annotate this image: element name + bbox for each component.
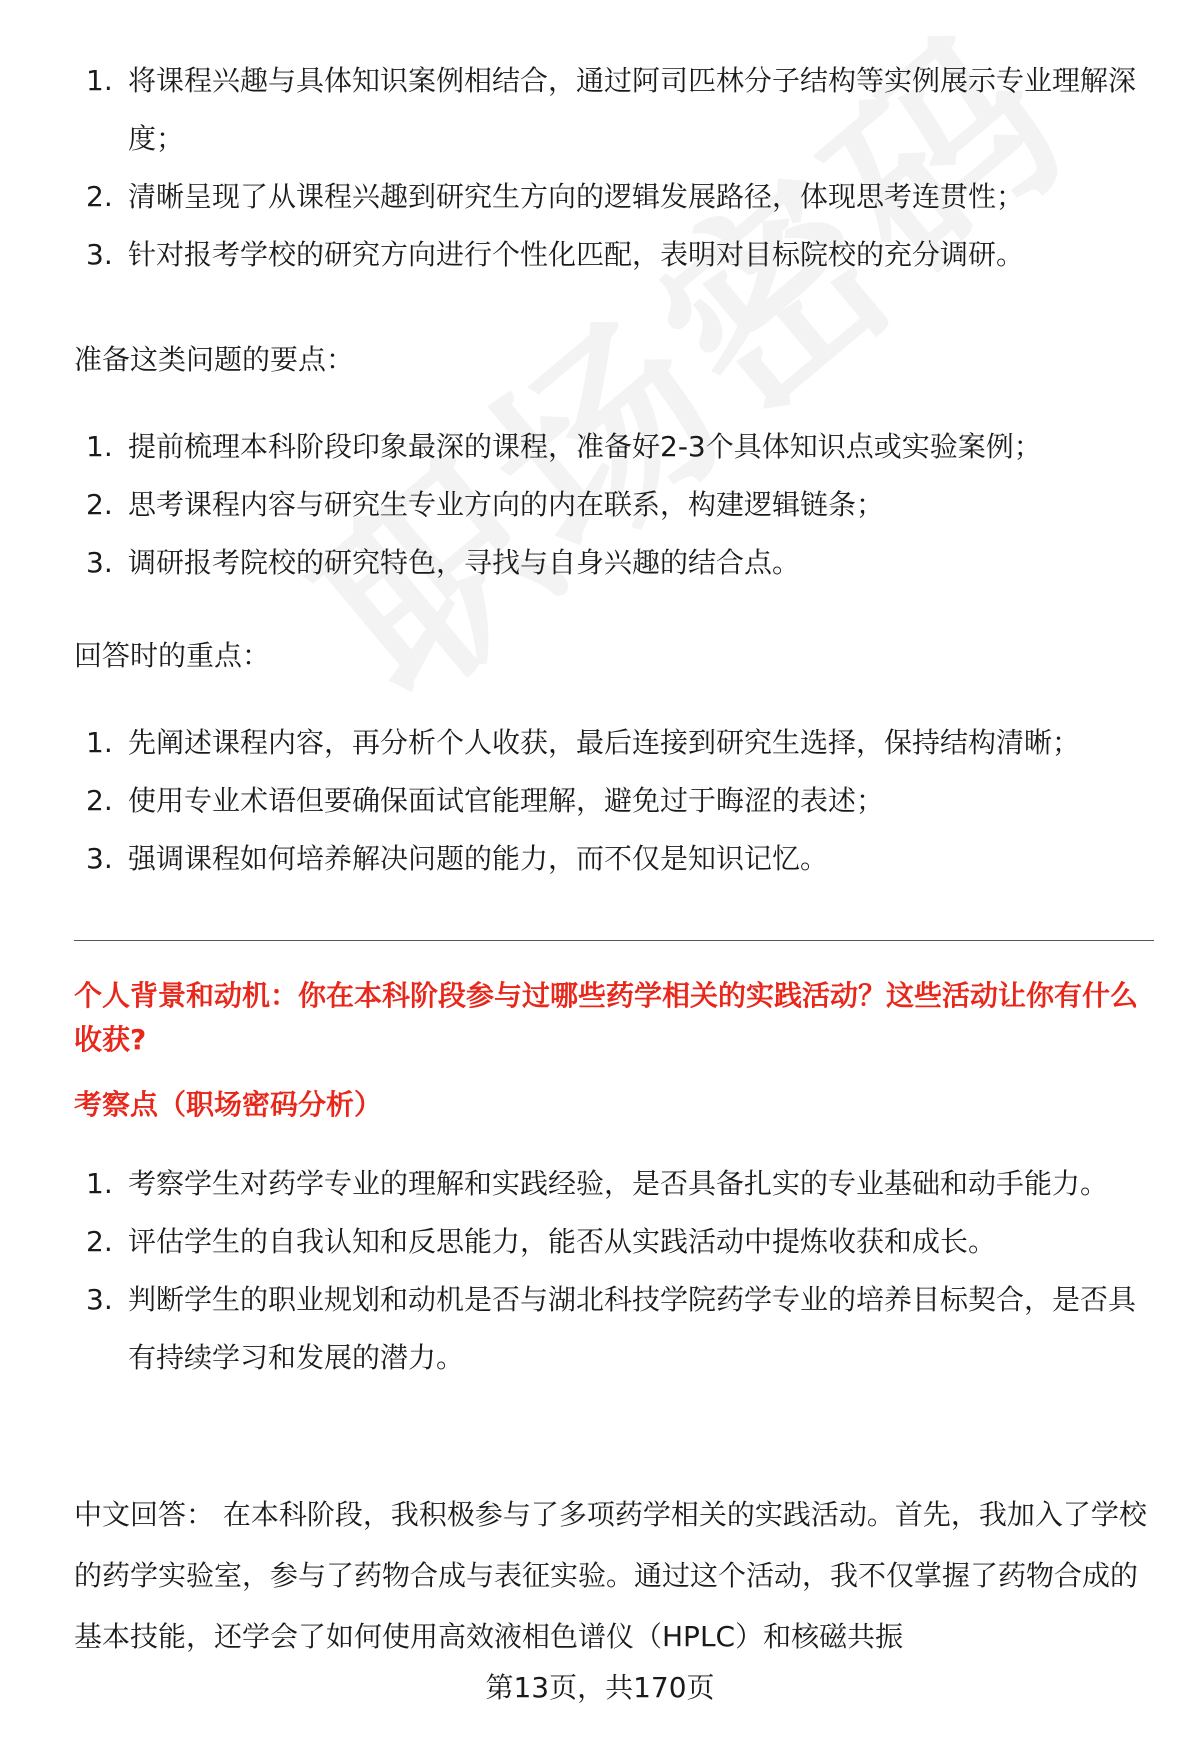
- list-item: 1. 考察学生对药学专业的理解和实践经验，是否具备扎实的专业基础和动手能力。: [86, 1167, 1109, 1200]
- prep-list: [74, 418, 1154, 592]
- exam-points-heading: 考察点（职场密码分析）: [74, 1088, 383, 1121]
- list-item: 3. 针对报考学校的研究方向进行个性化匹配，表明对目标院校的充分调研。: [86, 238, 1025, 271]
- answer-list: [74, 714, 1154, 888]
- list-item: 1. 提前梳理本科阶段印象最深的课程，准备好2-3个具体知识点或实验案例；: [86, 430, 1042, 463]
- page-number: 第13页，共170页: [485, 1671, 715, 1704]
- chinese-answer-paragraph: 中文回答： 在本科阶段，我积极参与了多项药学相关的实践活动。首先，我加入了学校的药学实验室，参与了药物合成与表征实验。通过这个活动，我不仅掌握了药物合成的基本技能，还学会了如何使用高效液相色谱仪（HPLC）和核磁共振: [74, 1498, 1147, 1653]
- list-item: 2. 评估学生的自我认知和反思能力，能否从实践活动中提炼收获和成长。: [86, 1225, 997, 1258]
- list-item: 3. 强调课程如何培养解决问题的能力，而不仅是知识记忆。: [86, 842, 829, 875]
- answer-heading: 回答时的重点：: [74, 639, 271, 672]
- section-divider: [74, 940, 1154, 941]
- list-item: 1. 将课程兴趣与具体知识案例相结合，通过阿司匹林分子结构等实例展示专业理解深度；: [86, 64, 1137, 155]
- list-item: 2. 清晰呈现了从课程兴趣到研究生方向的逻辑发展路径，体现思考连贯性；: [86, 180, 1025, 213]
- list-item: 1. 先阐述课程内容，再分析个人收获，最后连接到研究生选择，保持结构清晰；: [86, 726, 1081, 759]
- list-item: 2. 使用专业术语但要确保面试官能理解，避免过于晦涩的表述；: [86, 784, 885, 817]
- list-item: 3. 调研报考院校的研究特色，寻找与自身兴趣的结合点。: [86, 546, 801, 579]
- prep-heading: 准备这类问题的要点：: [74, 343, 355, 376]
- list-item: 3. 判断学生的职业规划和动机是否与湖北科技学院药学专业的培养目标契合，是否具有持续学习和发展的潜力。: [86, 1283, 1137, 1374]
- list-item: 2. 思考课程内容与研究生专业方向的内在联系，构建逻辑链条；: [86, 488, 885, 521]
- strengths-list: [74, 52, 1154, 284]
- exam-points-list: [74, 1155, 1154, 1387]
- question-heading: 个人背景和动机：你在本科阶段参与过哪些药学相关的实践活动？这些活动让你有什么收获?: [74, 979, 1139, 1056]
